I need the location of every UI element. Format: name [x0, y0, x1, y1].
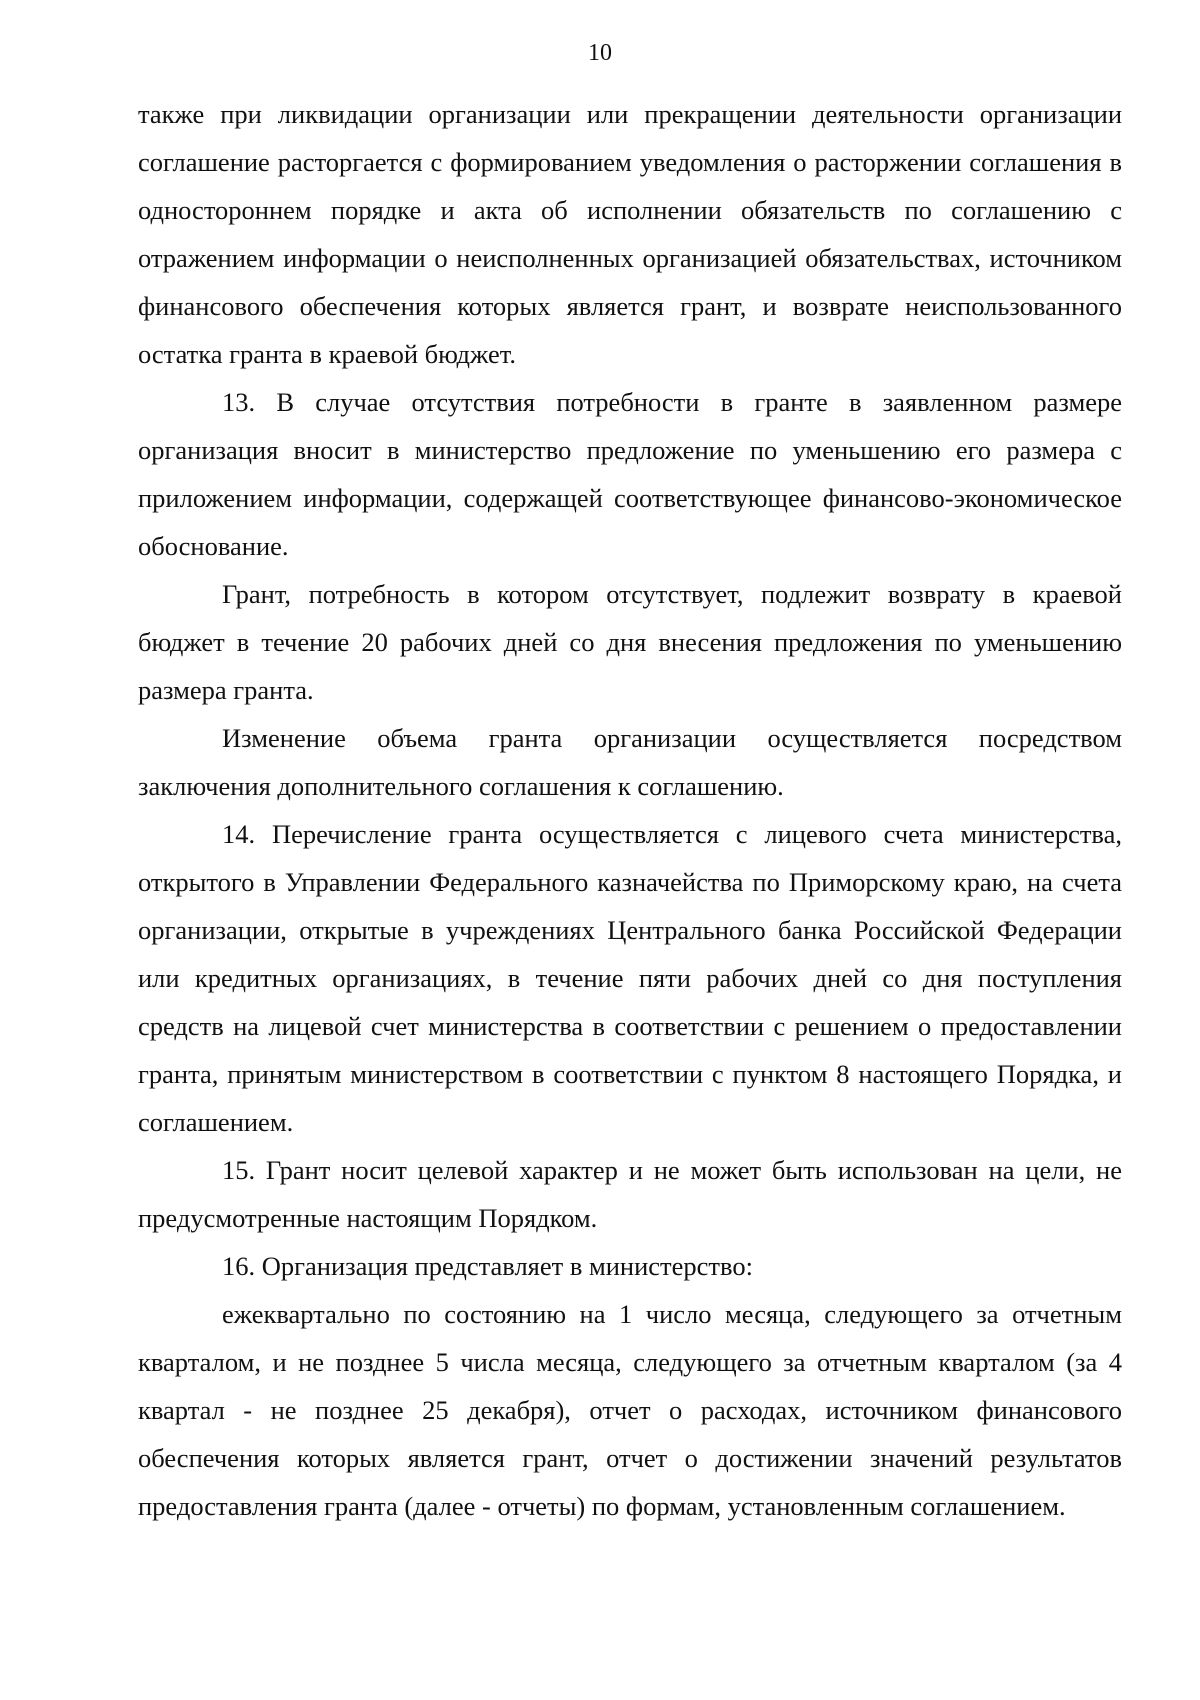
- paragraph-16-quarterly-reports: ежеквартально по состоянию на 1 число месяца, следующего за отчетным кварталом, и не позднее 5 числа месяца, следующего за отчетным кварталом (за 4 квартал - не позднее 25 декабря), отчет о расходах, источником финансового обеспечения которых является грант, отчет о достижении значений результатов предоставления гранта (далее - отчеты) по формам, установленным соглашением.: [138, 1299, 1122, 1521]
- paragraph-16: 16. Организация представляет в министерство:: [222, 1251, 753, 1281]
- page-number: 10: [588, 40, 612, 66]
- paragraph-14: 14. Перечисление гранта осуществляется с лицевого счета министерства, открытого в Управлении Федерального казначейства по Приморскому краю, на счета организации, открытые в учреждениях Центрального банка Российской Федерации или кредитных организациях, в течение пяти рабочих дней со дня поступления средств на лицевой счет министерства в соответствии с решением о предоставлении гранта, принятым министерством в соответствии с пунктом 8 настоящего Порядка, и соглашением.: [138, 819, 1122, 1137]
- paragraph-15: 15. Грант носит целевой характер и не может быть использован на цели, не предусмотренные настоящим Порядком.: [138, 1155, 1122, 1233]
- paragraph-13-grant-return: Грант, потребность в котором отсутствует, подлежит возврату в краевой бюджет в течение 20 рабочих дней со дня внесения предложения по уменьшению размера гранта.: [138, 579, 1122, 705]
- paragraph-13: 13. В случае отсутствия потребности в гранте в заявленном размере организация вносит в министерство предложение по уменьшению его размера с приложением информации, содержащей соответствующее финансово-экономическое обоснование.: [138, 387, 1122, 561]
- document-body: [138, 90, 1122, 1530]
- paragraph-continuation: также при ликвидации организации или прекращении деятельности организации соглашение расторгается с формированием уведомления о расторжении соглашения в одностороннем порядке и акта об исполнении обязательств по соглашению с отражением информации о неисполненных организацией обязательствах, источником финансового обеспечения которых является грант, и возврате неиспользованного остатка гранта в краевой бюджет.: [138, 99, 1122, 369]
- paragraph-13-grant-change: Изменение объема гранта организации осуществляется посредством заключения дополнительного соглашения к соглашению.: [138, 723, 1122, 801]
